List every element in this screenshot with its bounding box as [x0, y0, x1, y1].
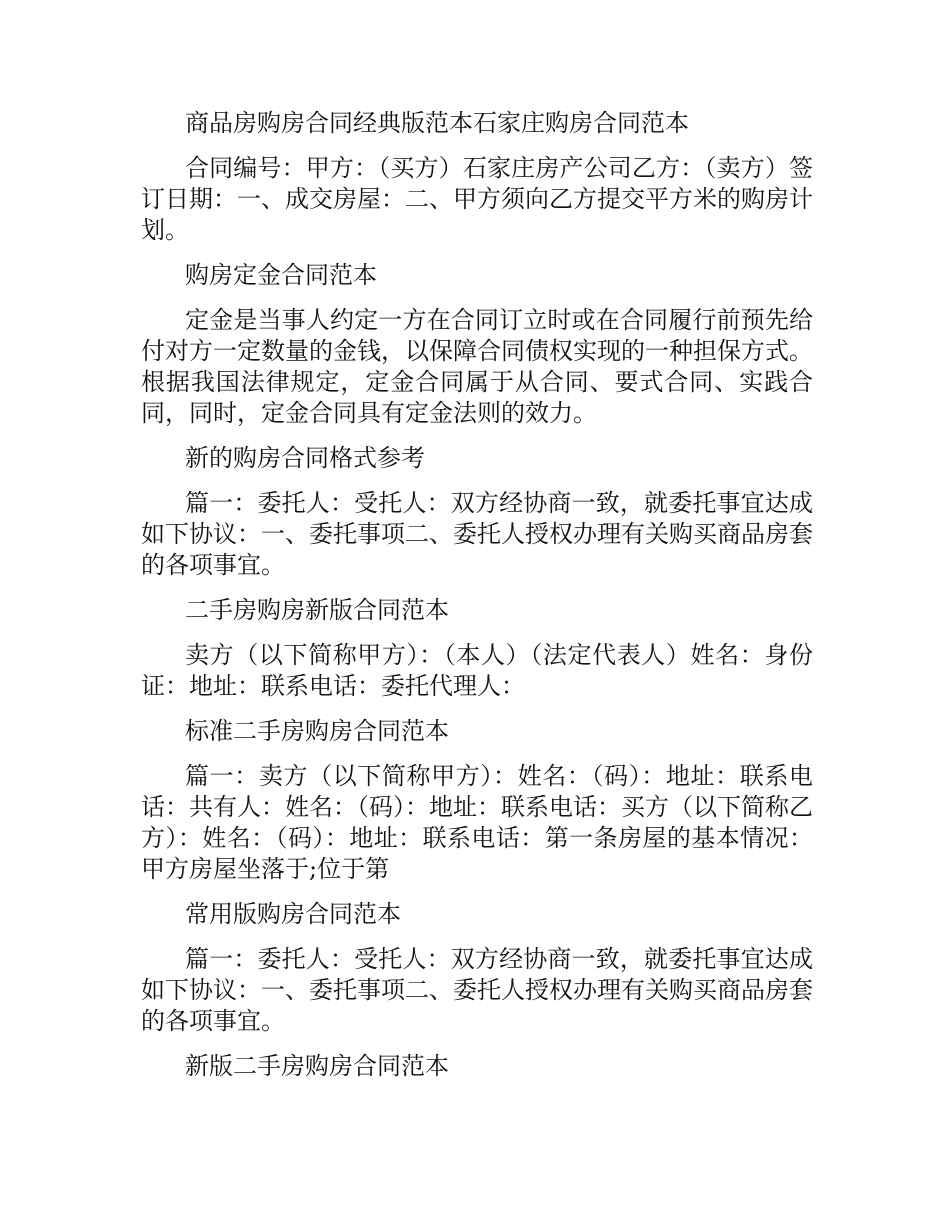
- section-heading: 新版二手房购房合同范本: [185, 1052, 449, 1080]
- paragraph: 定金是当事人约定一方在合同订立时或在合同履行前预先给付对方一定数量的金钱，以保障合同债权实现的一种担保方式。根据我国法律规定，定金合同属于从合同、要式合同、实践合同，同时，定金合同具有定金法则的效力。: [141, 306, 813, 427]
- section-heading: 标准二手房购房合同范本: [185, 717, 449, 745]
- paragraph: 篇一：卖方（以下简称甲方）：姓名：（码）：地址：联系电话：共有人：姓名：（码）：地址：联系电话：买方（以下简称乙方）：姓名：（码）：地址：联系电话：第一条房屋的基本情况：甲方房屋坐落于;位于第: [141, 762, 813, 883]
- paragraph: 篇一：委托人：受托人：双方经协商一致，就委托事宜达成如下协议：一、委托事项二、委托人授权办理有关购买商品房套的各项事宜。: [141, 945, 813, 1035]
- document-title: 商品房购房合同经典版范本石家庄购房合同范本: [185, 109, 689, 137]
- paragraph: 篇一：委托人：受托人：双方经协商一致，就委托事宜达成如下协议：一、委托事项二、委托人授权办理有关购买商品房套的各项事宜。: [141, 489, 813, 579]
- document-page: [141, 108, 813, 1096]
- section-heading: 常用版购房合同范本: [185, 900, 401, 928]
- section-heading: 二手房购房新版合同范本: [185, 596, 449, 624]
- paragraph: 卖方（以下简称甲方）：（本人）（法定代表人）姓名：身份证：地址：联系电话：委托代理人：: [141, 641, 813, 700]
- paragraph: 合同编号：甲方：（买方）石家庄房产公司乙方：（卖方）签订日期：一、成交房屋：二、甲方须向乙方提交平方米的购房计划。: [141, 154, 813, 244]
- section-heading: 新的购房合同格式参考: [185, 444, 425, 472]
- section-heading: 购房定金合同范本: [185, 261, 377, 289]
